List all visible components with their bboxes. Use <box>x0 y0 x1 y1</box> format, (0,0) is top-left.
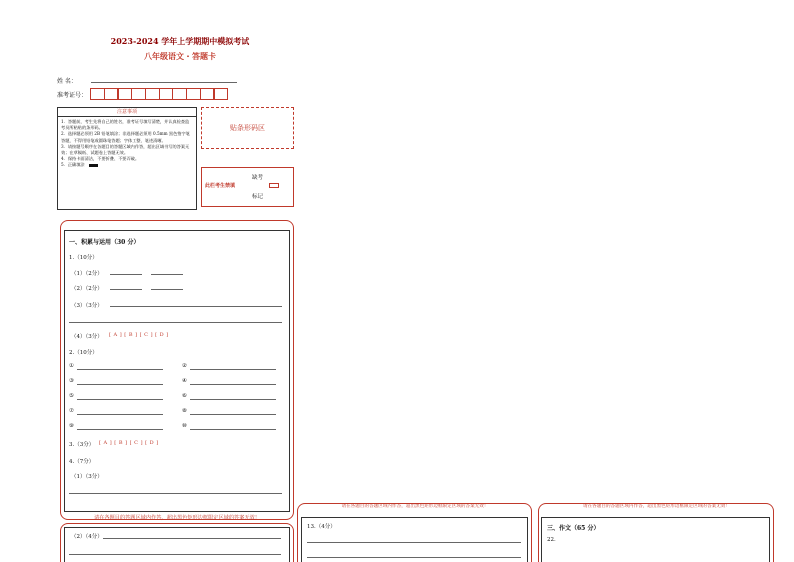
exam-subtitle: 八年级语文・答题卡 <box>144 51 216 61</box>
answer-line[interactable] <box>151 289 183 290</box>
q1-label: 1.（10分） <box>69 255 98 261</box>
q1-3-label: （3）（3分） <box>71 303 103 309</box>
circle-num: ⑧ <box>182 408 187 414</box>
answer-line[interactable] <box>190 399 276 400</box>
answer-line[interactable] <box>77 384 163 385</box>
notice-box <box>57 107 197 210</box>
circle-num: ⑨ <box>69 423 74 429</box>
q4-1-label: （1）（3分） <box>71 474 103 480</box>
circle-num: ② <box>182 363 187 369</box>
filled-sample-icon <box>89 164 98 167</box>
q3-options[interactable]: [ A ] [ B ] [ C ] [ D ] <box>99 440 159 446</box>
answer-line[interactable] <box>307 557 521 558</box>
circle-num: ① <box>69 363 74 369</box>
barcode-area: 贴条形码区 <box>201 107 294 149</box>
name-field[interactable] <box>91 82 237 83</box>
ticket-number-boxes[interactable] <box>91 88 228 100</box>
answer-line[interactable] <box>103 538 281 539</box>
name-label: 姓 名： <box>57 78 77 85</box>
circle-num: ⑤ <box>69 393 74 399</box>
exam-title: 2023-2024 学年上学期期中模拟考试 <box>110 36 250 46</box>
q13-label: 13.（4分） <box>307 524 336 530</box>
q2-label: 2.（10分） <box>69 350 98 356</box>
warning-text: 请在各题目的答题区域内作答，超出黑色矩形边框限定区域的答案无效！ <box>341 504 489 509</box>
notice-item: 4．保持卡面清洁，不要折叠、不要弄破。 <box>61 156 140 162</box>
answer-line[interactable] <box>110 289 142 290</box>
q1-4-label: （4）（3分） <box>71 334 103 340</box>
q3-label: 3.（3分） <box>69 442 95 448</box>
answer-line[interactable] <box>110 274 142 275</box>
section1-heading: 一、积累与运用（30 分） <box>69 239 140 246</box>
answer-line[interactable] <box>190 369 276 370</box>
q1-2-label: （2）（2分） <box>71 286 103 292</box>
answer-line[interactable] <box>77 369 163 370</box>
answer-line[interactable] <box>151 274 183 275</box>
q1-4-options[interactable]: [ A ] [ B ] [ C ] [ D ] <box>109 332 169 338</box>
q22-label: 22. <box>547 537 556 543</box>
notice-title: 注意事项 <box>58 108 196 117</box>
circle-num: ④ <box>182 378 187 384</box>
answer-line[interactable] <box>190 429 276 430</box>
answer-line[interactable] <box>190 384 276 385</box>
notice-item: 1．答题前，考生先将自己的姓名，准考证号填写清楚，并认真检查监考员所粘贴的条形码。 <box>61 119 190 131</box>
notice-item: 2．选择题必须用 2B 铅笔填涂；非选择题必须用 0.5mm 黑色签字笔答题，不得用铅笔或圆珠笔答题；字体工整、笔迹清晰。 <box>61 131 190 143</box>
circle-num: ⑦ <box>69 408 74 414</box>
ticket-label: 准考证号： <box>57 92 88 99</box>
circle-num: ③ <box>69 378 74 384</box>
q13-answer-area[interactable] <box>301 517 528 562</box>
answer-line[interactable] <box>69 493 282 494</box>
answer-line[interactable] <box>77 429 163 430</box>
answer-line[interactable] <box>77 414 163 415</box>
absent-mark-box <box>201 167 294 207</box>
q4-2-label: （2）（4分） <box>71 534 103 540</box>
circle-num: ⑩ <box>182 423 187 429</box>
answer-line[interactable] <box>190 414 276 415</box>
section3-heading: 三、作文（65 分） <box>547 525 600 532</box>
notice-item: 5．正确填涂 <box>61 162 85 168</box>
warning-text: 请在各题目的答题区域内作答，超出黑色矩形边框限定区域的答案无效！ <box>93 515 260 521</box>
answer-line[interactable] <box>69 554 281 555</box>
absent-note: 此栏考生禁填 <box>205 183 236 189</box>
answer-line[interactable] <box>307 542 521 543</box>
absent-checkbox[interactable] <box>269 183 279 188</box>
answer-line[interactable] <box>77 399 163 400</box>
circle-num: ⑥ <box>182 393 187 399</box>
notice-item: 3．请按题号顺序在各题目的答题区域内作答，超出区域书写的答案无效；在草稿纸、试题卷上答题无效。 <box>61 143 190 156</box>
section1-continued-area[interactable] <box>64 527 290 562</box>
answer-line[interactable] <box>69 322 282 323</box>
absent-label: 缺考 <box>252 175 264 181</box>
section1-answer-area[interactable] <box>64 230 290 512</box>
absent-mark-label: 标记 <box>252 194 264 200</box>
q1-1-label: （1）（2分） <box>71 271 103 277</box>
answer-line[interactable] <box>110 306 282 307</box>
q4-label: 4.（7分） <box>69 459 95 465</box>
warning-text: 请在各题目的答题区域内作答，超出黑色矩形边框限定区域的答案无效！ <box>582 504 730 509</box>
composition-answer-area[interactable] <box>541 517 770 562</box>
